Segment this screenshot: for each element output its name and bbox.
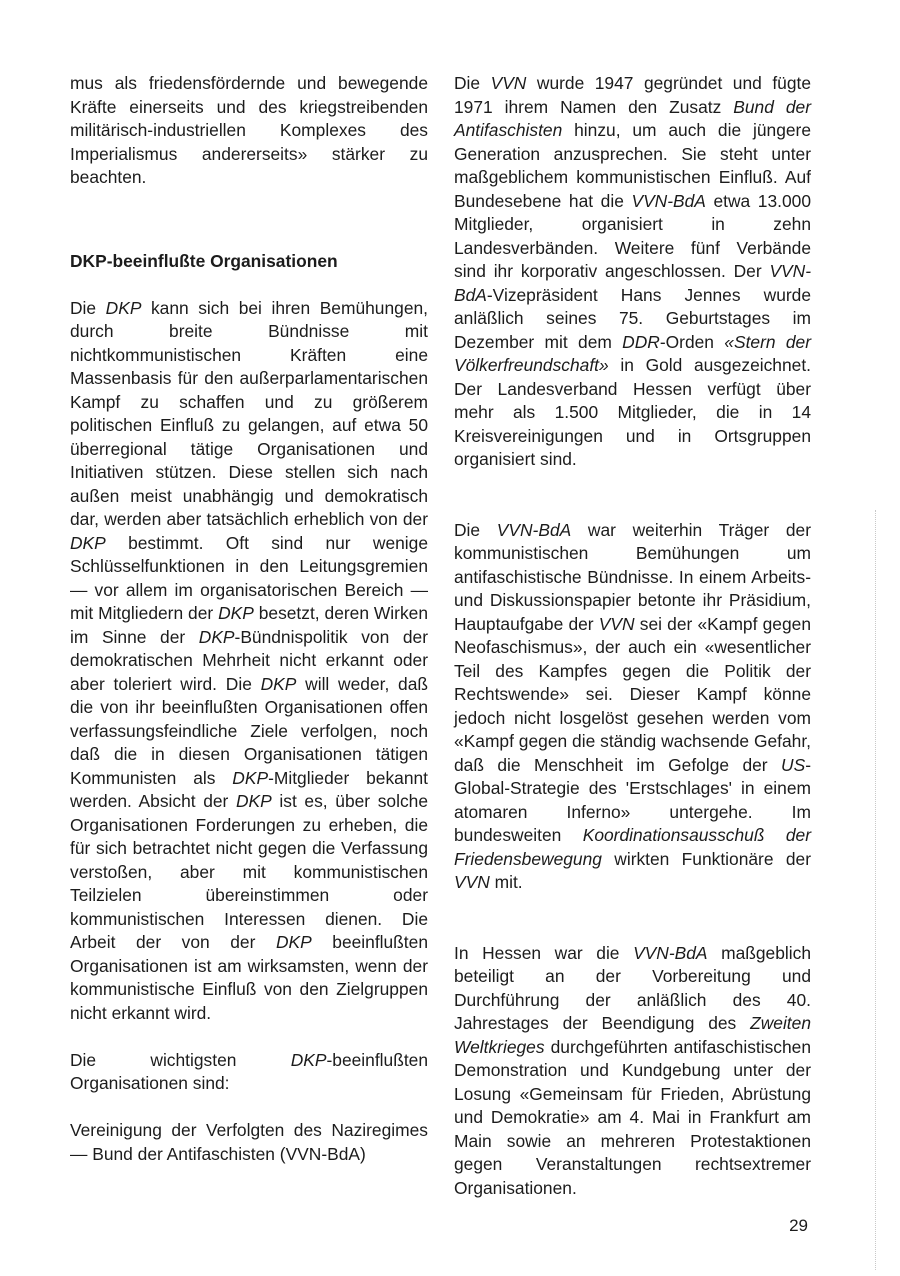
paragraph-organisation-name: Vereinigung der Verfolgten des Naziregimes — Bund der Antifaschisten (VVN-BdA)	[70, 1120, 428, 1164]
left-column	[70, 72, 428, 1166]
paragraph-hessen: In Hessen war die VVN-BdA maßgeblich beteiligt an der Vorbereitung und Durchführung der anläßlich des 40. Jahrestages der Beendigung des Zweiten Weltkrieges durchgeführten antifaschistischen Demonstration und Kundgebung unter der Losung «Gemeinsam für Frieden, Abrüstung und Demokratie» am 4. Mai in Frankfurt am Main sowie an mehreren Protestaktionen gegen Veranstaltungen rechtsextremer Organisationen.	[454, 942, 811, 1198]
right-column	[454, 72, 811, 1200]
paragraph-continuation: mus als friedensfördernde und bewegende Kräfte einerseits und des kriegstreibenden militärisch-industriellen Komplexes des Imperialismus andererseits» stärker zu beachten.	[70, 73, 428, 187]
paragraph-vvn-activities: Die VVN-BdA war weiterhin Träger der kommunistischen Bemühungen um antifaschistische Bündnisse. In einem Arbeits- und Diskussionspapier betonte ihr Präsidium, Hauptaufgabe der VVN sei der «Kampf gegen Neofaschismus», der auch ein «wesentlicher Teil des Kampfes gegen die Politik der Rechtswende» sei. Dieser Kampf könne jedoch nicht losgelöst gesehen werden vom «Kampf gegen die ständig wachsende Gefahr, daß die Menschheit im Gefolge der US-Global-Strategie des 'Erstschlages' in einem atomaren Inferno» untergehe. Im bundesweiten Koordinationsausschuß der Friedensbewegung wirkten Funktionäre der VVN mit.	[454, 519, 811, 892]
page-number: 29	[789, 1216, 808, 1235]
section-heading: DKP-beeinflußte Organisationen	[70, 250, 338, 271]
paragraph-dkp-organisations: Die DKP kann sich bei ihren Bemühungen, durch breite Bündnisse mit nichtkommunistischen Kräften eine Massenbasis für den außerparlamentarischen Kampf zu schaffen und zu größerem politischen Einfluß zu gelangen, auf etwa 50 überregional tätige Organisationen und Initiativen stützen. Diese stellen sich nach außen meist unabhängig und demokratisch dar, werden aber tatsächlich erheblich von der DKP bestimmt. Oft sind nur wenige Schlüsselfunktionen in den Leitungsgremien — vor allem im organisatorischen Bereich — mit Mitgliedern der DKP besetzt, deren Wirken im Sinne der DKP-Bündnispolitik von der demokratischen Mehrheit nicht erkannt oder aber toleriert wird. Die DKP will weder, daß die von ihr beeinflußten Organisationen offen verfassungsfeindliche Ziele verfolgen, noch daß die in diesen Organisationen tätigen Kommunisten als DKP-Mitglieder bekannt werden. Absicht der DKP ist es, über solche Organisationen Forderungen zu erheben, die für sich betrachtet nicht gegen die Verfassung verstoßen, aber mit kommunistischen Teilzielen übereinstimmen oder kommunistischen Interessen dienen. Die Arbeit der von der DKP beeinflußten Organisationen ist am wirksamsten, wenn der kommunistische Einfluß von den Zielgruppen nicht erkannt wird.	[70, 297, 428, 1023]
paragraph-vvn-history: Die VVN wurde 1947 gegründet und fügte 1971 ihrem Namen den Zusatz Bund der Antifaschisten hinzu, um auch die jüngere Generation anzusprechen. Sie steht unter maßgeblichem kommunistischen Einfluß. Auf Bundesebene hat die VVN-BdA etwa 13.000 Mitglieder, organisiert in zehn Landesverbänden. Weitere fünf Verbände sind ihr korporativ angeschlossen. Der VVN-BdA-Vizepräsident Hans Jennes wurde anläßlich seines 75. Geburtstages im Dezember mit dem DDR-Orden «Stern der Völkerfreundschaft» in Gold ausgezeichnet. Der Landesverband Hessen verfügt über mehr als 1.500 Mitglieder, die in 14 Kreisvereinigungen und in Ortsgruppen organisiert sind.	[454, 73, 811, 469]
scan-edge-marks	[875, 510, 878, 1270]
paragraph-list-intro: Die wichtigsten DKP-beeinflußten Organisationen sind:	[70, 1049, 428, 1093]
